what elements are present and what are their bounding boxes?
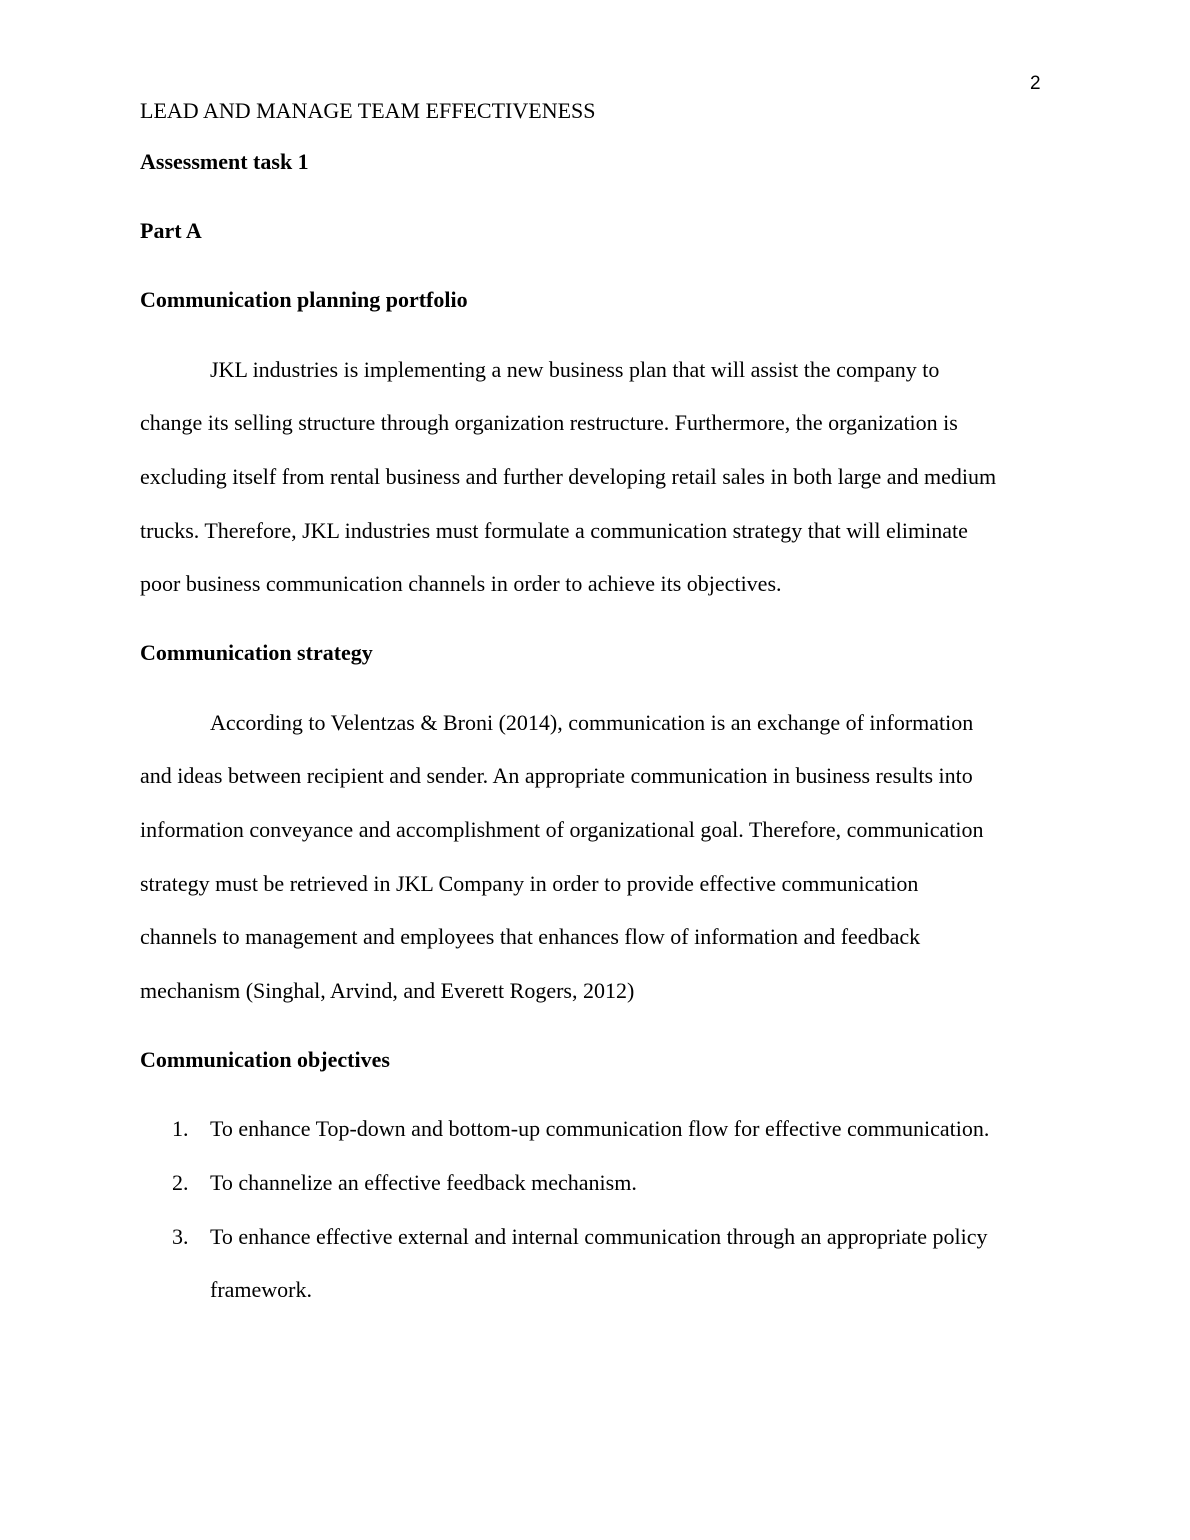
list-item-text: framework. (210, 1277, 313, 1302)
heading-part-a: Part A (140, 218, 202, 243)
paragraph-line: mechanism (Singhal, Arvind, and Everett Rogers, 2012) (140, 978, 635, 1003)
list-item-number: 1. (172, 1116, 189, 1141)
list-item-text: To enhance effective external and internal communication through an appropriate policy (210, 1224, 988, 1249)
paragraph-line: According to Velentzas & Broni (2014), communication is an exchange of information (210, 710, 974, 735)
running-head: LEAD AND MANAGE TEAM EFFECTIVENESS (140, 98, 596, 123)
paragraph-line: channels to management and employees that enhances flow of information and feedback (140, 924, 921, 949)
heading-assessment-task: Assessment task 1 (140, 149, 309, 174)
heading-communication-objectives: Communication objectives (140, 1047, 390, 1072)
paragraph-line: change its selling structure through organization restructure. Furthermore, the organization is (140, 410, 958, 435)
list-item-text: To channelize an effective feedback mechanism. (210, 1170, 637, 1195)
list-item-number: 3. (172, 1224, 189, 1249)
paragraph-line: trucks. Therefore, JKL industries must formulate a communication strategy that will eliminate (140, 518, 968, 543)
heading-communication-planning-portfolio: Communication planning portfolio (140, 287, 468, 312)
list-item-number: 2. (172, 1170, 189, 1195)
paragraph-line: information conveyance and accomplishment of organizational goal. Therefore, communication (140, 817, 984, 842)
paragraph-line: poor business communication channels in order to achieve its objectives. (140, 571, 782, 596)
paragraph-line: JKL industries is implementing a new business plan that will assist the company to (210, 357, 940, 382)
paragraph-line: and ideas between recipient and sender. An appropriate communication in business results into (140, 763, 973, 788)
paragraph-line: excluding itself from rental business and further developing retail sales in both large and medium (140, 464, 997, 489)
page-number: 2 (1030, 73, 1041, 94)
heading-communication-strategy: Communication strategy (140, 640, 373, 665)
list-item-text: To enhance Top-down and bottom-up communication flow for effective communication. (210, 1116, 990, 1141)
paragraph-line: strategy must be retrieved in JKL Company in order to provide effective communication (140, 871, 919, 896)
